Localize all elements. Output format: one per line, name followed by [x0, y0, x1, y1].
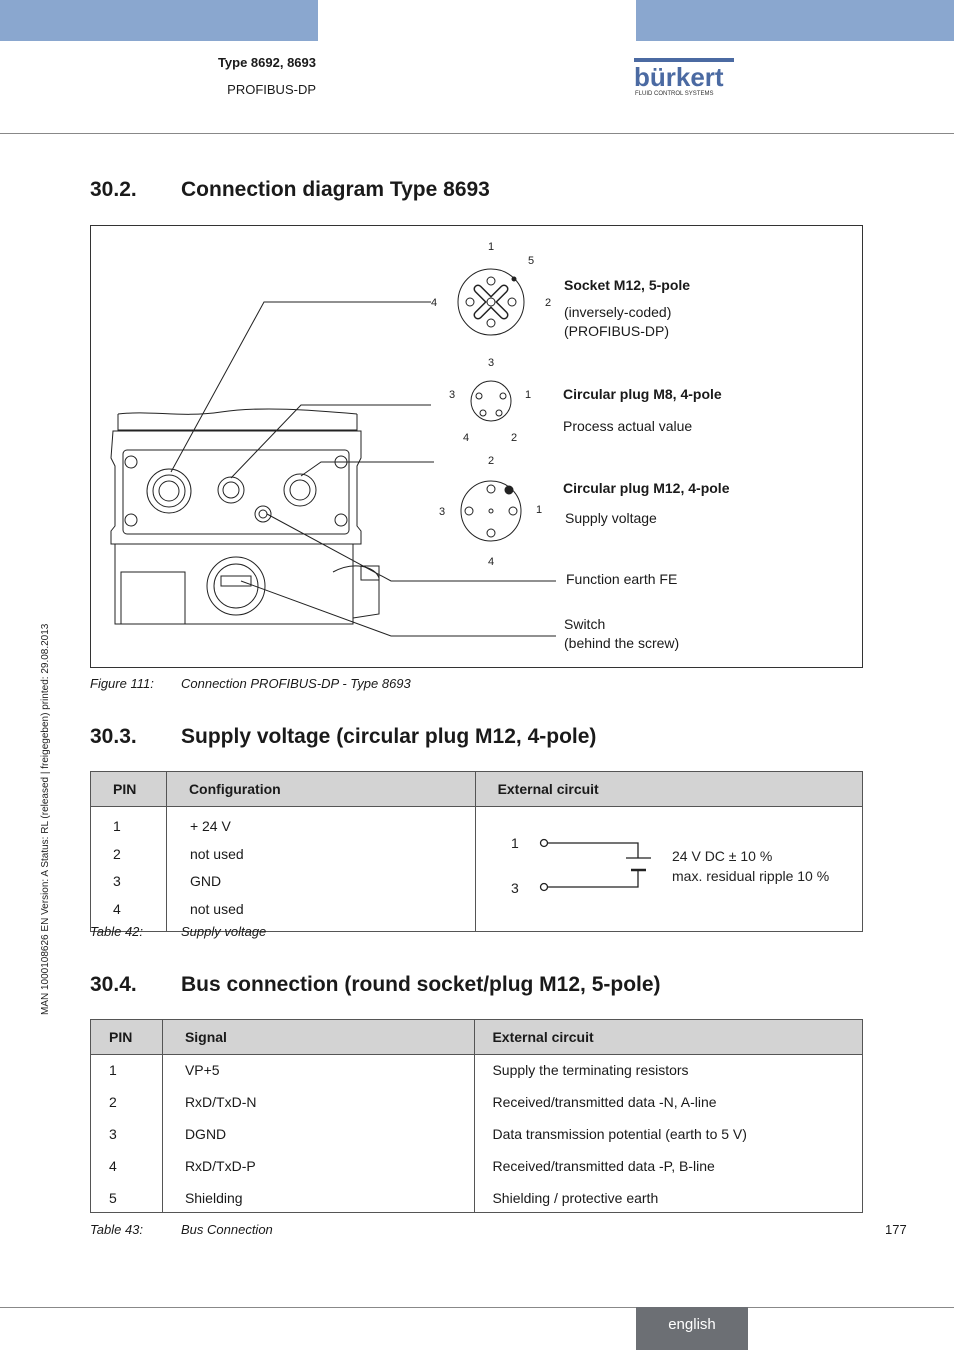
caption-text: Connection PROFIBUS-DP - Type 8693 — [181, 676, 411, 691]
table-row — [91, 1151, 863, 1183]
document-subtitle: PROFIBUS-DP — [227, 82, 316, 97]
header-divider — [0, 133, 954, 134]
circuit-pin-3: 3 — [510, 880, 519, 896]
document-meta-vertical: MAN 1000108626 EN Version: A Status: RL (released | freigegeben) printed: 29.08.2013 — [40, 623, 51, 1015]
bus-connection-table — [90, 1019, 863, 1213]
table-cell: Received/transmitted data -N, A-line — [475, 1087, 863, 1119]
table-caption — [90, 924, 266, 939]
caption-number: Figure 111: — [90, 676, 154, 691]
m12-pin-label: 2 — [487, 455, 495, 467]
supply-circuit-diagram — [476, 807, 862, 913]
table-cell: 2 — [91, 1087, 163, 1119]
m8-pin-label: 2 — [510, 432, 518, 444]
pin-column — [91, 807, 167, 932]
socket-pin-label: 3 — [487, 357, 495, 369]
column-header-signal: Signal — [162, 1020, 475, 1055]
table-cell: DGND — [162, 1119, 475, 1151]
table-cell: 4 — [91, 1151, 163, 1183]
column-header-pin: PIN — [91, 772, 167, 807]
table-row — [91, 1183, 863, 1213]
table-cell: Data transmission potential (earth to 5 V) — [475, 1119, 863, 1151]
caption-text: Bus Connection — [181, 1222, 273, 1237]
table-cell: not used — [189, 900, 244, 917]
section-number: 30.2. — [90, 178, 137, 201]
table-cell: not used — [189, 845, 244, 862]
table-row — [91, 1119, 863, 1151]
logo-text: bürkert — [634, 62, 724, 92]
m8-plug-description: Process actual value — [563, 418, 693, 434]
column-header-external-circuit: External circuit — [475, 772, 862, 807]
m8-pin-label: 3 — [448, 389, 456, 401]
device-drawing — [91, 226, 862, 667]
header-bar-right — [636, 0, 954, 41]
caption-number: Table 43: — [90, 1222, 144, 1237]
table-row — [91, 1087, 863, 1119]
m8-plug-title: Circular plug M8, 4-pole — [563, 386, 722, 402]
configuration-column — [166, 807, 475, 932]
section-heading-supply-voltage — [90, 725, 596, 749]
table-cell: 5 — [91, 1183, 163, 1213]
footer-divider — [0, 1307, 954, 1308]
table-row — [91, 1055, 863, 1087]
logo-tagline: FLUID CONTROL SYSTEMS — [635, 91, 714, 97]
column-header-external-circuit: External circuit — [475, 1020, 863, 1055]
supply-voltage-table — [90, 771, 863, 932]
table-cell: 1 — [113, 818, 121, 834]
table-cell: Shielding / protective earth — [475, 1183, 863, 1213]
section-title: Bus connection (round socket/plug M12, 5-pole) — [181, 973, 661, 996]
socket-m12-title: Socket M12, 5-pole — [564, 277, 691, 293]
table-cell: Supply the terminating resistors — [475, 1055, 863, 1087]
table-cell: 2 — [113, 845, 121, 862]
section-heading-bus-connection — [90, 973, 661, 997]
socket-pin-label: 5 — [527, 255, 535, 267]
socket-pin-label: 2 — [544, 297, 552, 309]
circuit-voltage-label: 24 V DC ± 10 % — [671, 848, 772, 864]
table-cell: Shielding — [162, 1183, 475, 1213]
table-cell: Received/transmitted data -P, B-line — [475, 1151, 863, 1183]
caption-text: Supply voltage — [181, 924, 267, 939]
m12-pin-label: 1 — [535, 504, 543, 516]
connection-diagram-figure — [90, 225, 863, 668]
socket-pin-label: 1 — [487, 241, 495, 253]
table-cell: 1 — [91, 1055, 163, 1087]
circuit-ripple-label: max. residual ripple 10 % — [671, 868, 829, 884]
burkert-logo — [634, 58, 734, 98]
section-title: Supply voltage (circular plug M12, 4-pole) — [181, 725, 597, 748]
section-number: 30.3. — [90, 725, 137, 748]
table-cell: RxD/TxD-N — [162, 1087, 475, 1119]
table-cell: 4 — [113, 900, 121, 917]
table-cell: 3 — [113, 873, 121, 889]
section-heading-connection-diagram — [90, 178, 490, 202]
m8-pin-label: 1 — [524, 389, 532, 401]
document-type: Type 8692, 8693 — [217, 55, 316, 70]
table-cell: VP+5 — [162, 1055, 475, 1087]
column-header-pin: PIN — [91, 1020, 163, 1055]
section-number: 30.4. — [90, 973, 137, 996]
m12-plug-title: Circular plug M12, 4-pole — [563, 480, 730, 496]
table-caption — [90, 1222, 273, 1237]
m12-plug-description: Supply voltage — [565, 510, 657, 526]
switch-label: Switch — [564, 616, 606, 632]
header-bar-left — [0, 0, 318, 41]
switch-location-label: (behind the screw) — [564, 635, 680, 651]
caption-number: Table 42: — [90, 924, 144, 939]
table-cell: RxD/TxD-P — [162, 1151, 475, 1183]
m12-pin-label: 3 — [438, 506, 446, 518]
circuit-pin-1: 1 — [510, 835, 519, 851]
section-title: Connection diagram Type 8693 — [181, 178, 490, 201]
table-cell: GND — [189, 873, 222, 889]
socket-m12-coding: (inversely-coded) — [564, 304, 672, 320]
function-earth-label: Function earth FE — [566, 571, 678, 587]
table-cell: + 24 V — [189, 818, 231, 834]
socket-m12-protocol: (PROFIBUS-DP) — [564, 323, 669, 339]
external-circuit-cell — [475, 807, 862, 932]
figure-caption — [90, 676, 411, 691]
m12-pin-label: 4 — [487, 556, 495, 568]
language-tab: english — [636, 1307, 748, 1350]
socket-pin-label: 4 — [430, 297, 438, 309]
page-number: 177 — [885, 1222, 907, 1237]
column-header-configuration: Configuration — [166, 772, 475, 807]
m8-pin-label: 4 — [462, 432, 470, 444]
table-cell: 3 — [91, 1119, 163, 1151]
